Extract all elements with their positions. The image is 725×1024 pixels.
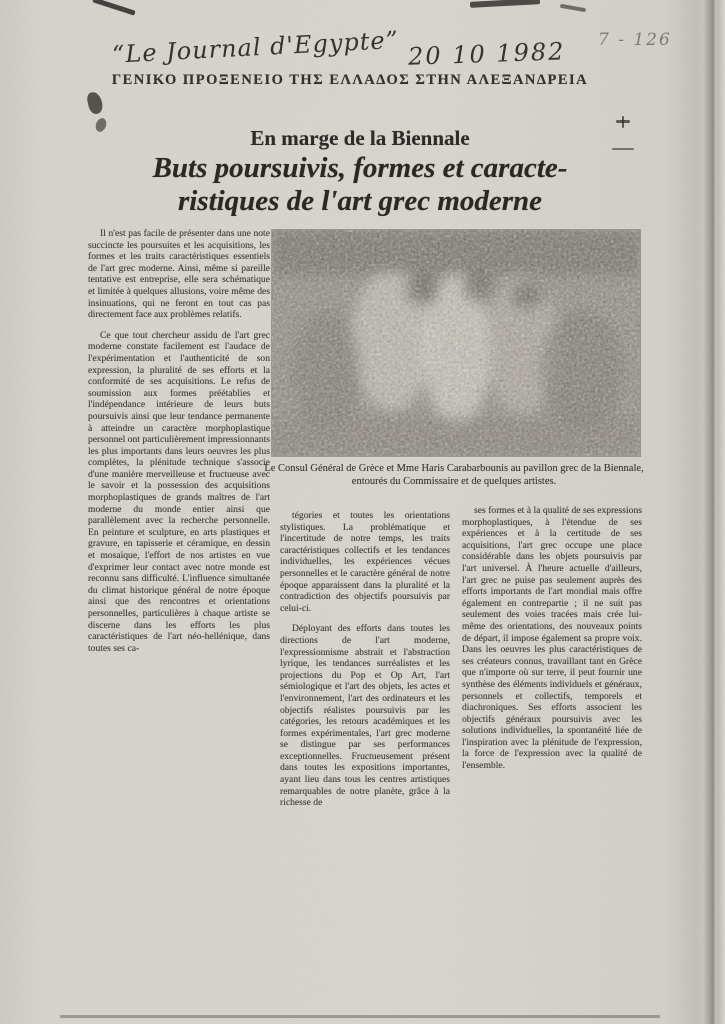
scan-artifact bbox=[622, 116, 624, 128]
article-photo bbox=[272, 230, 640, 456]
page-edge bbox=[717, 0, 725, 1024]
scan-artifact bbox=[560, 4, 586, 12]
article-headline bbox=[70, 152, 650, 218]
article-column-3 bbox=[462, 505, 642, 993]
scan-artifact bbox=[612, 148, 634, 150]
ink-smudge bbox=[94, 117, 108, 134]
paragraph: Ce que tout chercheur assidu de l'art grec moderne constate facilement est l'audace de l'expérimentation et l'authenticité de son expression, la pluralité de ses efforts et la conformité de ses acquisitions. Le refus de soumission aux formes préétablies et l'indépendance intérieure de leurs buts poursuivis ainsi que leur tendance permanente à atteindre un caractère morphoplastique personnel ont particulièrement impressionnants les plus importants dans leurs oeuvres les plus complètes, la plénitude technique s'associe d'une manière merveilleuse et fructueuse avec le savoir et la possession des acquisitions morphoplastiques de grands maîtres de l'art moderne du monde entier ainsi que parallèlement avec la recherche personnelle. En peinture et sculpture, en arts plastiques et gravure, en tapisserie et céramique, en dessin et mosaïque, l'effort de nos artistes en vue d'exprimer leur contact avec notre monde est reconnu sans difficulté. L'influence simultanée du climat historique général de notre époque ainsi que des rencontres et orientations personnelles, particulières à chaque artiste se discerne dans les efforts les plus caractéristiques de l'art néo-hellénique, dans toutes ses ca- bbox=[88, 329, 270, 654]
handwritten-date: 20 10 1982 bbox=[407, 37, 566, 71]
paragraph: Déployant des efforts dans toutes les directions de l'art moderne, l'expressionnisme abstrait et l'abstraction lyrique, les tendances surréalistes et les projections du Pop et Op Art, l'art sémiologique et l'art des objets, les actes et l'environnement, l'art des ordinateurs et les objectifs réalistes poursuivis par les catégories, les retours académiques et les formes expérimentales, l'art grec moderne se distingue par ses performances exceptionnelles. Fructueusement présent dans toutes les expositions importantes, ayant lieu dans tous les centres artistiques remarquables de notre planète, grâce à la richesse de bbox=[280, 623, 450, 809]
article-column-2 bbox=[280, 510, 450, 990]
headline-line2: ristiques de l'art grec moderne bbox=[177, 185, 543, 217]
paragraph: ses formes et à la qualité de ses expressions morphoplastiques, à l'étendue de ses expériences et à la certitude de ses acquisitions, l'art grec occupe une place considérable dans les objets poursuivis par l'art universel. À l'heure actuelle d'ailleurs, l'art grec ne puise pas seulement auprès des efforts importants de l'art mondial mais offre également en contrepartie ; il ne suit pas seulement des voies tracées mais crée lui-même des orientations, des nouveaux points de départ, il impose également sa propre voix. Dans les oeuvres les plus caractéristiques de ses créateurs connus, travaillant tant en Grèce que n'importe où sur terre, il peut fournir une synthèse des éléments individuels et généraux, personnels et collectifs, temporels et diachroniques. Ses efforts associent les objectifs généraux poursuivis avec les solutions individuelles, la spontanéité liée de l'inspiration avec la plénitude de l'expression, la force de l'expression avec la qualité de l'ensemble. bbox=[462, 505, 642, 772]
greek-consulate-line: ΓΕΝΙΚΟ ΠΡΟΞΕΝΕΙΟ ΤΗΣ ΕΛΛΑΔΟΣ ΣΤΗΝ ΑΛΕΞΑΝΔΡΕΙΑ bbox=[111, 72, 589, 88]
article-kicker: En marge de la Biennale bbox=[250, 126, 470, 150]
page-edge-shadow bbox=[703, 0, 717, 1024]
article-column-1 bbox=[88, 228, 270, 994]
headline-line1: Buts poursuivis, formes et caracte- bbox=[152, 152, 568, 184]
photo-noise-image bbox=[272, 230, 640, 456]
ink-smudge bbox=[86, 91, 104, 115]
scan-artifact bbox=[92, 0, 135, 16]
corner-reference-note: 7 - 126 bbox=[598, 30, 672, 50]
handwritten-journal-title: “Le Journal d'Egypte” bbox=[111, 25, 400, 69]
scan-artifact bbox=[470, 0, 540, 8]
photo-caption: Le Consul Général de Grèce et Mme Haris Carabarbounis au pavillon grec de la Biennale, entourés du Commissaire et de quelques artistes. bbox=[264, 463, 644, 487]
page-bottom-shadow bbox=[60, 1015, 660, 1018]
paragraph: Il n'est pas facile de présenter dans une note succincte les poursuites et les acquisitions, les formes et les traits caractéristiques essentiels de l'art grec moderne. Ainsi, même si pareille tentative est entreprise, elle sera schématique et limitée à quelques allusions, voire même des insinuations, qui ne feront en tout cas pas directement face aux problèmes relatifs. bbox=[88, 228, 270, 321]
paragraph: tégories et toutes les orientations stylistiques. La problématique et l'incertitude de notre temps, les traits caractéristiques collectifs et les tendances individuelles, les expériences vécues personnelles et le caractère général de notre époque apparaissent dans la pluralité et la contradiction des objectifs poursuivis par celui-ci. bbox=[280, 510, 450, 614]
